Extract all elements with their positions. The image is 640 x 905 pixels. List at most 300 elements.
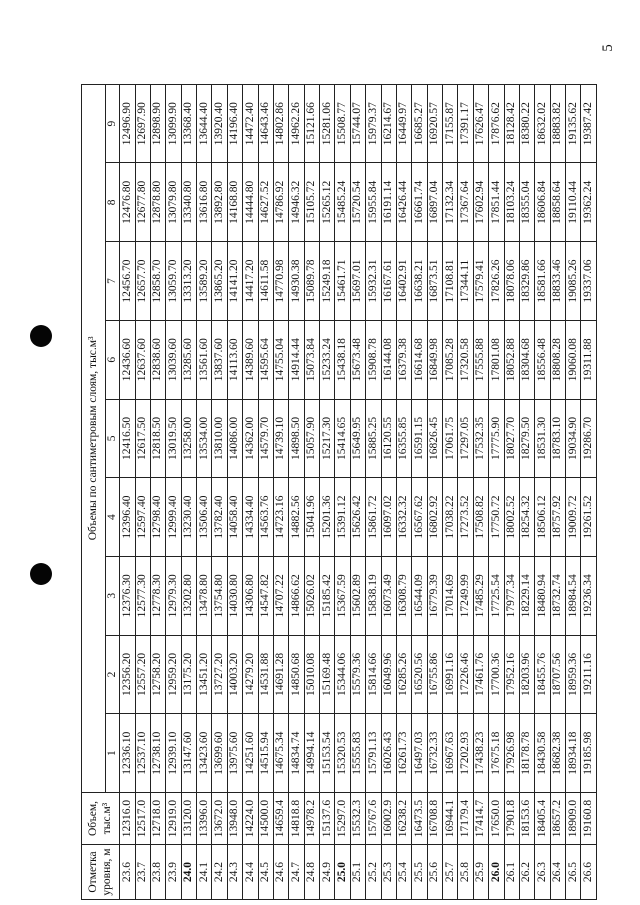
layer-volume-cell: 15508.77: [335, 84, 350, 163]
header-level: Отметка уровня, м: [82, 845, 120, 900]
volume-cell: 13948.0: [227, 793, 242, 845]
layer-volume-cell: 14279.20: [243, 635, 258, 714]
level-cell: 26.4: [550, 845, 565, 900]
layer-volume-cell: 12657.70: [135, 242, 150, 321]
table-row: [258, 84, 273, 899]
table-row: [273, 84, 288, 899]
header-subcol-5: 5: [106, 399, 120, 478]
level-cell: 25.7: [443, 845, 458, 900]
layer-volume-cell: 13202.80: [181, 556, 196, 635]
layer-volume-cell: 15026.02: [304, 556, 319, 635]
layer-volume-cell: 16661.74: [412, 163, 427, 242]
layer-volume-cell: 13892.80: [212, 163, 227, 242]
layer-volume-cell: 18556.48: [535, 320, 550, 399]
layer-volume-cell: 17532.35: [473, 399, 488, 478]
layer-volume-cell: 19085.26: [566, 242, 581, 321]
layer-volume-cell: 15861.72: [366, 478, 381, 557]
table-row: [581, 84, 597, 899]
layer-volume-cell: 12617.50: [135, 399, 150, 478]
layer-volume-cell: 14675.34: [273, 714, 288, 793]
layer-volume-cell: 17226.46: [458, 635, 473, 714]
layer-volume-cell: 17579.41: [473, 242, 488, 321]
table-row: [458, 84, 473, 899]
layer-volume-cell: 14930.38: [289, 242, 304, 321]
layer-volume-cell: 14563.76: [258, 478, 273, 557]
layer-volume-cell: 17977.34: [504, 556, 519, 635]
layer-volume-cell: 15281.06: [320, 84, 335, 163]
layer-volume-cell: 17508.82: [473, 478, 488, 557]
layer-volume-cell: 14723.16: [273, 478, 288, 557]
level-cell: 25.6: [427, 845, 442, 900]
layer-volume-cell: 15391.12: [335, 478, 350, 557]
volume-cell: 16473.5: [412, 793, 427, 845]
layer-volume-cell: 18858.64: [550, 163, 565, 242]
layer-volume-cell: 12959.20: [166, 635, 181, 714]
layer-volume-cell: 17926.98: [504, 714, 519, 793]
layer-volume-cell: 15185.42: [320, 556, 335, 635]
volume-cell: 13672.0: [212, 793, 227, 845]
layer-volume-cell: 13478.80: [197, 556, 212, 635]
layer-volume-cell: 13019.50: [166, 399, 181, 478]
level-cell: 24.2: [212, 845, 227, 900]
layer-volume-cell: 15320.53: [335, 714, 350, 793]
volume-cell: 19160.8: [581, 793, 597, 845]
layer-volume-cell: 15249.18: [320, 242, 335, 321]
layer-volume-cell: 17826.26: [489, 242, 504, 321]
volume-cell: 17179.4: [458, 793, 473, 845]
layer-volume-cell: 12356.20: [120, 635, 135, 714]
layer-volume-cell: 17438.23: [473, 714, 488, 793]
layer-volume-cell: 15485.24: [335, 163, 350, 242]
level-cell: 26.1: [504, 845, 519, 900]
layer-volume-cell: 12677.80: [135, 163, 150, 242]
layer-volume-cell: 14472.40: [243, 84, 258, 163]
table-row: [120, 84, 135, 899]
layer-volume-cell: 17876.62: [489, 84, 504, 163]
layer-volume-cell: 14914.44: [289, 320, 304, 399]
layer-volume-cell: 12758.20: [150, 635, 165, 714]
table-row: [243, 84, 258, 899]
volume-cell: 15767.6: [366, 793, 381, 845]
layer-volume-cell: 16591.15: [412, 399, 427, 478]
layer-volume-cell: 13099.90: [166, 84, 181, 163]
volume-cell: 12718.0: [150, 793, 165, 845]
level-cell: 25.4: [396, 845, 411, 900]
header-subcol-9: 9: [106, 84, 120, 163]
layer-volume-cell: 18632.02: [535, 84, 550, 163]
layer-volume-cell: 13285.60: [181, 320, 196, 399]
layer-volume-cell: 13754.80: [212, 556, 227, 635]
layer-volume-cell: 12778.30: [150, 556, 165, 635]
layer-volume-cell: 14362.00: [243, 399, 258, 478]
layer-volume-cell: 13782.40: [212, 478, 227, 557]
layer-volume-cell: 17775.90: [489, 399, 504, 478]
layer-volume-cell: 14627.52: [258, 163, 273, 242]
layer-volume-cell: 17155.87: [443, 84, 458, 163]
layer-volume-cell: 16214.67: [381, 84, 396, 163]
layer-volume-cell: 18934.18: [566, 714, 581, 793]
level-cell: 24.0: [181, 845, 196, 900]
layer-volume-cell: 15217.30: [320, 399, 335, 478]
table-row: [489, 84, 504, 899]
layer-volume-cell: 19110.44: [566, 163, 581, 242]
table-row: [366, 84, 381, 899]
layer-volume-cell: 19034.90: [566, 399, 581, 478]
header-subcol-2: 2: [106, 635, 120, 714]
layer-volume-cell: 17675.18: [489, 714, 504, 793]
layer-volume-cell: 14141.20: [227, 242, 242, 321]
layer-volume-cell: 15265.12: [320, 163, 335, 242]
layer-volume-cell: 12577.30: [135, 556, 150, 635]
layer-volume-cell: 16991.16: [443, 635, 458, 714]
layer-volume-cell: 15344.06: [335, 635, 350, 714]
table-row: [335, 84, 350, 899]
layer-volume-cell: 18531.30: [535, 399, 550, 478]
layer-volume-cell: 14994.14: [304, 714, 319, 793]
layer-volume-cell: 15697.01: [350, 242, 365, 321]
layer-volume-cell: 15201.36: [320, 478, 335, 557]
layer-volume-cell: 15073.84: [304, 320, 319, 399]
rotated-table-container: [81, 85, 597, 900]
level-cell: 25.0: [335, 845, 350, 900]
layer-volume-cell: 18480.94: [535, 556, 550, 635]
layer-volume-cell: 13059.70: [166, 242, 181, 321]
layer-volume-cell: 17367.64: [458, 163, 473, 242]
layer-volume-cell: 16897.04: [427, 163, 442, 242]
layer-volume-cell: 19009.72: [566, 478, 581, 557]
layer-volume-cell: 14898.50: [289, 399, 304, 478]
layer-volume-cell: 12898.90: [150, 84, 165, 163]
volume-cell: 14818.8: [289, 793, 304, 845]
layer-volume-cell: 13727.20: [212, 635, 227, 714]
layer-volume-cell: 14196.40: [227, 84, 242, 163]
volume-cell: 14978.2: [304, 793, 319, 845]
layer-volume-cell: 17297.05: [458, 399, 473, 478]
table-row: [396, 84, 411, 899]
layer-volume-cell: 14058.40: [227, 478, 242, 557]
layer-volume-cell: 16732.33: [427, 714, 442, 793]
layer-volume-cell: 14595.64: [258, 320, 273, 399]
layer-volume-cell: 14707.22: [273, 556, 288, 635]
layer-volume-cell: 15579.36: [350, 635, 365, 714]
table-row: [304, 84, 319, 899]
layer-volume-cell: 14251.60: [243, 714, 258, 793]
layer-volume-cell: 15791.13: [366, 714, 381, 793]
layer-volume-cell: 17952.16: [504, 635, 519, 714]
layer-volume-cell: 15089.78: [304, 242, 319, 321]
layer-volume-cell: 14515.94: [258, 714, 273, 793]
layer-volume-cell: 17602.94: [473, 163, 488, 242]
layer-volume-cell: 14946.32: [289, 163, 304, 242]
layer-volume-cell: 17485.29: [473, 556, 488, 635]
layer-volume-cell: 19261.52: [581, 478, 597, 557]
volume-cell: 14659.4: [273, 793, 288, 845]
layer-volume-cell: 18178.78: [519, 714, 534, 793]
layer-volume-cell: 18254.32: [519, 478, 534, 557]
layer-volume-cell: 19236.34: [581, 556, 597, 635]
layer-volume-cell: 13699.60: [212, 714, 227, 793]
layer-volume-cell: 14306.80: [243, 556, 258, 635]
layer-volume-cell: 18606.84: [535, 163, 550, 242]
level-cell: 25.2: [366, 845, 381, 900]
volume-cell: 13120.0: [181, 793, 196, 845]
level-cell: 24.6: [273, 845, 288, 900]
layer-volume-cell: 18783.10: [550, 399, 565, 478]
volume-cell: 16944.1: [443, 793, 458, 845]
layer-volume-cell: 12999.40: [166, 478, 181, 557]
layer-volume-cell: 18581.66: [535, 242, 550, 321]
layer-volume-cell: 12496.90: [120, 84, 135, 163]
layer-volume-cell: 16614.68: [412, 320, 427, 399]
table-row: [504, 84, 519, 899]
volume-cell: 15297.0: [335, 793, 350, 845]
layer-volume-cell: 16826.45: [427, 399, 442, 478]
layer-volume-cell: 18808.28: [550, 320, 565, 399]
layer-volume-cell: 14168.80: [227, 163, 242, 242]
volume-cell: 12517.0: [135, 793, 150, 845]
layer-volume-cell: 13175.20: [181, 635, 196, 714]
layer-volume-cell: 14531.88: [258, 635, 273, 714]
table-row: [135, 84, 150, 899]
layer-volume-cell: 12336.10: [120, 714, 135, 793]
layer-volume-cell: 15555.83: [350, 714, 365, 793]
layer-volume-cell: 17851.44: [489, 163, 504, 242]
layer-volume-cell: 14547.82: [258, 556, 273, 635]
layer-volume-cell: 14786.92: [273, 163, 288, 242]
layer-volume-cell: 16685.27: [412, 84, 427, 163]
layer-volume-cell: 18078.06: [504, 242, 519, 321]
table-row: [427, 84, 442, 899]
layer-volume-cell: 16520.56: [412, 635, 427, 714]
layer-volume-cell: 16402.91: [396, 242, 411, 321]
layer-volume-cell: 18103.24: [504, 163, 519, 242]
layer-volume-cell: 16097.02: [381, 478, 396, 557]
layer-volume-cell: 15057.90: [304, 399, 319, 478]
layer-volume-cell: 18355.04: [519, 163, 534, 242]
layer-volume-cell: 15744.07: [350, 84, 365, 163]
level-cell: 24.9: [320, 845, 335, 900]
layer-volume-cell: 12697.90: [135, 84, 150, 163]
volume-cell: 17901.8: [504, 793, 519, 845]
layer-volume-cell: 14334.40: [243, 478, 258, 557]
level-cell: 23.9: [166, 845, 181, 900]
table-row: [212, 84, 227, 899]
layer-volume-cell: 17320.58: [458, 320, 473, 399]
layer-volume-cell: 17249.99: [458, 556, 473, 635]
level-cell: 25.9: [473, 845, 488, 900]
layer-volume-cell: 12979.30: [166, 556, 181, 635]
layer-volume-cell: 13589.20: [197, 242, 212, 321]
layer-volume-cell: 12738.10: [150, 714, 165, 793]
layer-volume-cell: 14882.56: [289, 478, 304, 557]
layer-volume-cell: 17038.22: [443, 478, 458, 557]
layer-volume-cell: 18002.52: [504, 478, 519, 557]
layer-volume-cell: 13534.00: [197, 399, 212, 478]
layer-volume-cell: 13810.00: [212, 399, 227, 478]
table-row: [566, 84, 581, 899]
table-row: [473, 84, 488, 899]
layer-volume-cell: 14962.26: [289, 84, 304, 163]
header-volume: Объем, тыс.м³: [82, 793, 120, 845]
layer-volume-cell: 19211.16: [581, 635, 597, 714]
layer-volume-cell: 16497.03: [412, 714, 427, 793]
layer-volume-cell: 15010.08: [304, 635, 319, 714]
layer-volume-cell: 17555.88: [473, 320, 488, 399]
layer-volume-cell: 16920.57: [427, 84, 442, 163]
layer-volume-cell: 13368.40: [181, 84, 196, 163]
volume-cell: 17650.0: [489, 793, 504, 845]
table-row: [166, 84, 181, 899]
layer-volume-cell: 16638.21: [412, 242, 427, 321]
layer-volume-cell: 16120.55: [381, 399, 396, 478]
layer-volume-cell: 13837.60: [212, 320, 227, 399]
volume-cell: 18405.4: [535, 793, 550, 845]
layer-volume-cell: 18707.56: [550, 635, 565, 714]
layer-volume-cell: 18052.88: [504, 320, 519, 399]
level-cell: 23.7: [135, 845, 150, 900]
layer-volume-cell: 17700.36: [489, 635, 504, 714]
layer-volume-cell: 14802.86: [273, 84, 288, 163]
layer-volume-cell: 13561.60: [197, 320, 212, 399]
layer-volume-cell: 13644.40: [197, 84, 212, 163]
layer-volume-cell: 13865.20: [212, 242, 227, 321]
level-cell: 23.6: [120, 845, 135, 900]
level-cell: 26.0: [489, 845, 504, 900]
layer-volume-cell: 12858.70: [150, 242, 165, 321]
layer-volume-cell: 17132.34: [443, 163, 458, 242]
header-subcol-7: 7: [106, 242, 120, 321]
layer-volume-cell: 14770.98: [273, 242, 288, 321]
punch-hole-decoration: [30, 325, 52, 347]
layer-volume-cell: 13451.20: [197, 635, 212, 714]
layer-volume-cell: 13079.80: [166, 163, 181, 242]
layer-volume-cell: 12476.80: [120, 163, 135, 242]
layer-volume-cell: 13506.40: [197, 478, 212, 557]
layer-volume-cell: 15602.89: [350, 556, 365, 635]
layer-volume-cell: 17461.76: [473, 635, 488, 714]
layer-volume-cell: 14643.46: [258, 84, 273, 163]
layer-volume-cell: 17344.11: [458, 242, 473, 321]
volume-cell: 17414.7: [473, 793, 488, 845]
volume-cell: 18909.0: [566, 793, 581, 845]
volume-cell: 12919.0: [166, 793, 181, 845]
layer-volume-cell: 18380.22: [519, 84, 534, 163]
layer-volume-cell: 15673.48: [350, 320, 365, 399]
layer-volume-cell: 19362.24: [581, 163, 597, 242]
layer-volume-cell: 15626.42: [350, 478, 365, 557]
layer-volume-cell: 19060.08: [566, 320, 581, 399]
level-cell: 23.8: [150, 845, 165, 900]
layer-volume-cell: 15955.84: [366, 163, 381, 242]
layer-volume-cell: 15438.18: [335, 320, 350, 399]
layer-volume-cell: 14579.70: [258, 399, 273, 478]
layer-volume-cell: 18304.68: [519, 320, 534, 399]
layer-volume-cell: 16379.38: [396, 320, 411, 399]
layer-volume-cell: 18027.70: [504, 399, 519, 478]
layer-volume-cell: 15838.19: [366, 556, 381, 635]
layer-volume-cell: 14444.80: [243, 163, 258, 242]
layer-volume-cell: 12436.60: [120, 320, 135, 399]
layer-volume-cell: 18682.38: [550, 714, 565, 793]
page-number: 5: [600, 44, 616, 52]
layer-volume-cell: 19337.06: [581, 242, 597, 321]
layer-volume-cell: 16308.79: [396, 556, 411, 635]
layer-volume-cell: 15367.59: [335, 556, 350, 635]
header-subcol-1: 1: [106, 714, 120, 793]
layer-volume-cell: 13313.20: [181, 242, 196, 321]
layer-volume-cell: 12537.10: [135, 714, 150, 793]
volume-cell: 16238.2: [396, 793, 411, 845]
level-cell: 25.5: [412, 845, 427, 900]
layer-volume-cell: 15153.54: [320, 714, 335, 793]
table-body: [120, 84, 597, 899]
layer-volume-cell: 16802.92: [427, 478, 442, 557]
layer-volume-cell: 18883.82: [550, 84, 565, 163]
layer-volume-cell: 14030.80: [227, 556, 242, 635]
layer-volume-cell: 12798.40: [150, 478, 165, 557]
layer-volume-cell: 13340.80: [181, 163, 196, 242]
level-cell: 26.3: [535, 845, 550, 900]
layer-volume-cell: 18279.50: [519, 399, 534, 478]
layer-volume-cell: 19311.88: [581, 320, 597, 399]
layer-volume-cell: 13975.60: [227, 714, 242, 793]
header-subcol-4: 4: [106, 478, 120, 557]
subheader-row: [106, 84, 120, 899]
layer-volume-cell: 16261.73: [396, 714, 411, 793]
layer-volume-cell: 16567.62: [412, 478, 427, 557]
layer-volume-cell: 18833.46: [550, 242, 565, 321]
layer-volume-cell: 16755.86: [427, 635, 442, 714]
table-row: [150, 84, 165, 899]
header-subcol-8: 8: [106, 163, 120, 242]
volume-table: [81, 84, 597, 900]
layer-volume-cell: 16355.85: [396, 399, 411, 478]
layer-volume-cell: 15932.31: [366, 242, 381, 321]
table-row: [227, 84, 242, 899]
layer-volume-cell: 14866.62: [289, 556, 304, 635]
layer-volume-cell: 15041.96: [304, 478, 319, 557]
volume-cell: 18153.6: [519, 793, 534, 845]
layer-volume-cell: 14003.20: [227, 635, 242, 714]
layer-volume-cell: 16191.14: [381, 163, 396, 242]
layer-volume-cell: 14086.00: [227, 399, 242, 478]
level-cell: 24.7: [289, 845, 304, 900]
layer-volume-cell: 12456.70: [120, 242, 135, 321]
layer-volume-cell: 13039.60: [166, 320, 181, 399]
table-row: [443, 84, 458, 899]
table-row: [535, 84, 550, 899]
layer-volume-cell: 15121.66: [304, 84, 319, 163]
layer-volume-cell: 14113.60: [227, 320, 242, 399]
layer-volume-cell: 19185.98: [581, 714, 597, 793]
layer-volume-cell: 16873.51: [427, 242, 442, 321]
layer-volume-cell: 12818.50: [150, 399, 165, 478]
layer-volume-cell: 18506.12: [535, 478, 550, 557]
level-cell: 25.8: [458, 845, 473, 900]
layer-volume-cell: 18203.96: [519, 635, 534, 714]
layer-volume-cell: 15414.65: [335, 399, 350, 478]
layer-volume-cell: 13423.60: [197, 714, 212, 793]
layer-volume-cell: 14691.28: [273, 635, 288, 714]
layer-volume-cell: 16449.97: [396, 84, 411, 163]
layer-volume-cell: 17391.17: [458, 84, 473, 163]
layer-volume-cell: 14417.20: [243, 242, 258, 321]
layer-volume-cell: 17061.75: [443, 399, 458, 478]
level-cell: 26.2: [519, 845, 534, 900]
table-row: [412, 84, 427, 899]
layer-volume-cell: 16967.63: [443, 714, 458, 793]
layer-volume-cell: 12637.60: [135, 320, 150, 399]
